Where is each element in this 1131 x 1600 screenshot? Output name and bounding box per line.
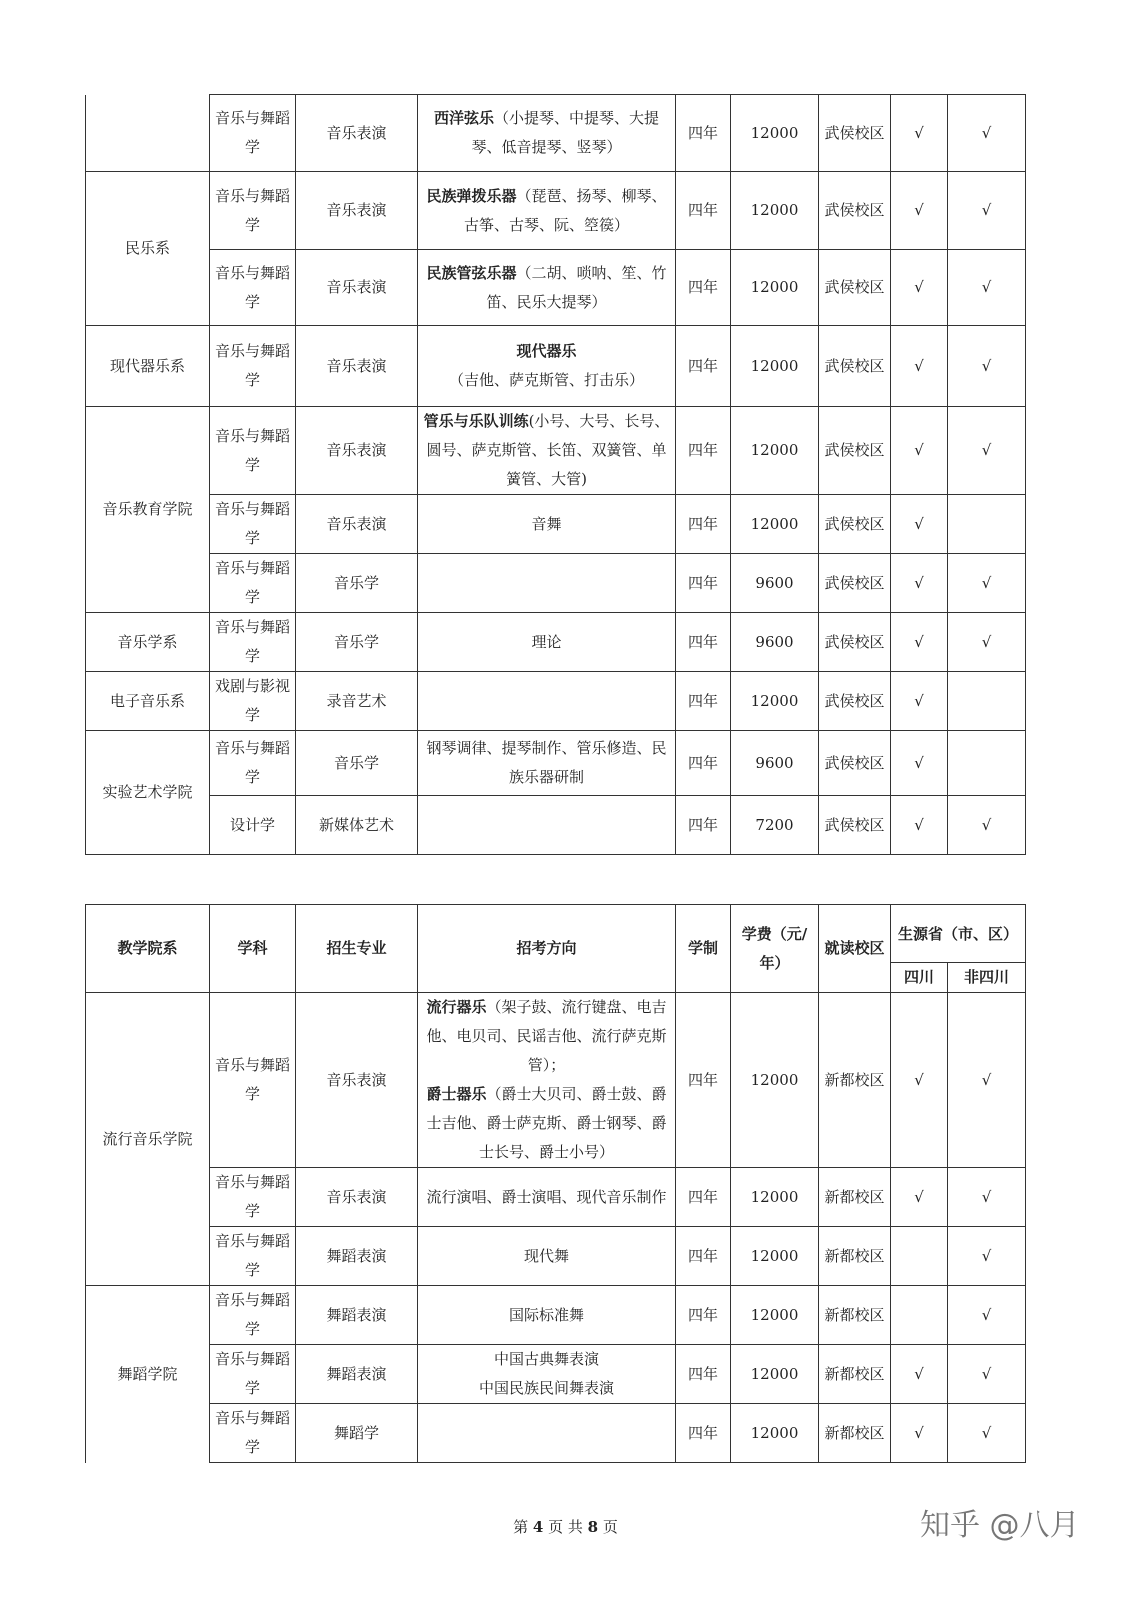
direction-cell: 流行演唱、爵士演唱、现代音乐制作: [418, 1168, 676, 1227]
major-cell: 音乐表演: [296, 326, 418, 407]
header-source: 生源省（市、区）: [891, 905, 1026, 963]
non-sichuan-cell: √: [948, 1345, 1026, 1404]
table-row: [86, 554, 1026, 613]
page-suffix: 页: [602, 1518, 618, 1536]
subject-cell: 音乐与舞蹈学: [210, 1168, 296, 1227]
fee-cell: 12000: [731, 407, 819, 495]
dept-cell: 民乐系: [86, 172, 210, 326]
major-cell: 音乐表演: [296, 495, 418, 554]
non-sichuan-cell: √: [948, 554, 1026, 613]
subject-cell: 音乐与舞蹈学: [210, 731, 296, 796]
direction-title: 民族弹拨乐器: [426, 186, 517, 205]
non-sichuan-cell: √: [948, 326, 1026, 407]
fee-cell: 12000: [731, 250, 819, 326]
direction-cell: 钢琴调律、提琴制作、管乐修造、民族乐器研制: [418, 731, 676, 796]
campus-cell: 武侯校区: [819, 326, 891, 407]
page-mid: 页 共: [548, 1518, 583, 1536]
table-row: [86, 993, 1026, 1168]
direction-cell: [418, 672, 676, 731]
campus-cell: 武侯校区: [819, 731, 891, 796]
non-sichuan-cell: √: [948, 613, 1026, 672]
direction-title: 流行器乐: [426, 998, 487, 1016]
fee-cell: 9600: [731, 613, 819, 672]
subject-cell: 音乐与舞蹈学: [210, 613, 296, 672]
page-prefix: 第: [513, 1518, 529, 1536]
major-cell: 录音艺术: [296, 672, 418, 731]
current-page: 4: [532, 1518, 544, 1536]
fee-cell: 9600: [731, 731, 819, 796]
years-cell: 四年: [676, 672, 731, 731]
fee-cell: 12000: [731, 326, 819, 407]
subject-cell: 戏剧与影视学: [210, 672, 296, 731]
fee-cell: 12000: [731, 172, 819, 250]
major-cell: 音乐表演: [296, 407, 418, 495]
major-cell: 舞蹈表演: [296, 1227, 418, 1286]
campus-cell: 新都校区: [819, 1227, 891, 1286]
campus-cell: 武侯校区: [819, 172, 891, 250]
fee-cell: 12000: [731, 1345, 819, 1404]
dept-cell: [86, 95, 210, 172]
subject-cell: 音乐与舞蹈学: [210, 993, 296, 1168]
years-cell: 四年: [676, 407, 731, 495]
fee-cell: 9600: [731, 554, 819, 613]
direction-cell: 音舞: [418, 495, 676, 554]
campus-cell: 武侯校区: [819, 407, 891, 495]
fee-cell: 12000: [731, 495, 819, 554]
campus-cell: 武侯校区: [819, 672, 891, 731]
direction-cell: [418, 993, 676, 1168]
header-row: [86, 905, 1026, 963]
table-row: [86, 326, 1026, 407]
sichuan-cell: [891, 1286, 948, 1345]
years-cell: 四年: [676, 1286, 731, 1345]
sichuan-cell: [891, 1227, 948, 1286]
sichuan-cell: √: [891, 1404, 948, 1463]
table-row: [86, 1227, 1026, 1286]
years-cell: 四年: [676, 993, 731, 1168]
major-cell: 音乐表演: [296, 172, 418, 250]
non-sichuan-cell: [948, 731, 1026, 796]
direction-title: 民族管弦乐器: [426, 263, 517, 282]
table-row: [86, 613, 1026, 672]
sichuan-cell: √: [891, 554, 948, 613]
fee-cell: 12000: [731, 993, 819, 1168]
dept-cell: 舞蹈学院: [86, 1286, 210, 1463]
direction-title: 管乐与乐队训练: [423, 412, 529, 430]
table-row: [86, 407, 1026, 495]
subject-cell: 音乐与舞蹈学: [210, 407, 296, 495]
table-row: [86, 1168, 1026, 1227]
non-sichuan-cell: √: [948, 796, 1026, 855]
subject-cell: 音乐与舞蹈学: [210, 554, 296, 613]
table-row: [86, 172, 1026, 250]
subject-cell: 音乐与舞蹈学: [210, 495, 296, 554]
years-cell: 四年: [676, 172, 731, 250]
direction-detail: （小提琴、中提琴、大提琴、低音提琴、竖琴）: [471, 109, 660, 156]
campus-cell: 新都校区: [819, 1168, 891, 1227]
major-cell: 舞蹈学: [296, 1404, 418, 1463]
campus-cell: 武侯校区: [819, 495, 891, 554]
campus-cell: 新都校区: [819, 1345, 891, 1404]
non-sichuan-cell: √: [948, 95, 1026, 172]
major-cell: 舞蹈表演: [296, 1286, 418, 1345]
direction-cell: 现代舞: [418, 1227, 676, 1286]
subject-cell: 设计学: [210, 796, 296, 855]
fee-cell: 7200: [731, 796, 819, 855]
direction-cell: [418, 796, 676, 855]
header-dept: 教学院系: [86, 905, 210, 993]
years-cell: 四年: [676, 1168, 731, 1227]
campus-cell: 新都校区: [819, 1286, 891, 1345]
fee-cell: 12000: [731, 1227, 819, 1286]
non-sichuan-cell: √: [948, 407, 1026, 495]
direction-line: 中国古典舞表演: [493, 1350, 599, 1368]
campus-cell: 武侯校区: [819, 250, 891, 326]
header-fee: 学费（元/年）: [731, 905, 819, 993]
subject-cell: 音乐与舞蹈学: [210, 250, 296, 326]
years-cell: 四年: [676, 95, 731, 172]
table-row: [86, 672, 1026, 731]
dept-cell: 实验艺术学院: [86, 731, 210, 855]
non-sichuan-cell: √: [948, 250, 1026, 326]
sichuan-cell: √: [891, 993, 948, 1168]
table-row: [86, 1345, 1026, 1404]
direction-detail: （琵琶、扬琴、柳琴、古筝、古琴、阮、箜篌）: [463, 186, 667, 234]
direction-cell: [418, 1404, 676, 1463]
years-cell: 四年: [676, 326, 731, 407]
sichuan-cell: √: [891, 731, 948, 796]
direction-line: 中国民族民间舞表演: [478, 1379, 614, 1397]
direction-cell: [418, 326, 676, 407]
fee-cell: 12000: [731, 1404, 819, 1463]
campus-cell: 武侯校区: [819, 554, 891, 613]
years-cell: 四年: [676, 250, 731, 326]
fee-cell: 12000: [731, 1168, 819, 1227]
major-cell: 新媒体艺术: [296, 796, 418, 855]
dept-cell: 音乐教育学院: [86, 407, 210, 613]
years-cell: 四年: [676, 731, 731, 796]
major-cell: 音乐表演: [296, 250, 418, 326]
subject-cell: 音乐与舞蹈学: [210, 1404, 296, 1463]
sichuan-cell: √: [891, 407, 948, 495]
direction-cell: [418, 172, 676, 250]
years-cell: 四年: [676, 1227, 731, 1286]
years-cell: 四年: [676, 554, 731, 613]
non-sichuan-cell: √: [948, 1404, 1026, 1463]
sichuan-cell: √: [891, 172, 948, 250]
header-years: 学制: [676, 905, 731, 993]
fee-cell: 12000: [731, 95, 819, 172]
dept-cell: 流行音乐学院: [86, 993, 210, 1286]
major-cell: 音乐表演: [296, 95, 418, 172]
direction-detail: （架子鼓、流行键盘、电吉他、电贝司、民谣吉他、流行萨克斯管）；: [426, 998, 667, 1074]
direction-cell: [418, 554, 676, 613]
direction-detail: （二胡、唢呐、笙、竹笛、民乐大提琴）: [486, 263, 667, 311]
years-cell: 四年: [676, 1345, 731, 1404]
subject-cell: 音乐与舞蹈学: [210, 326, 296, 407]
subject-cell: 音乐与舞蹈学: [210, 95, 296, 172]
direction-cell: [418, 95, 676, 172]
direction-title: 西洋弦乐: [433, 109, 494, 127]
table-row: [86, 95, 1026, 172]
header-sichuan: 四川: [891, 963, 948, 993]
subject-cell: 音乐与舞蹈学: [210, 1286, 296, 1345]
sichuan-cell: √: [891, 1345, 948, 1404]
sichuan-cell: √: [891, 326, 948, 407]
direction-cell: [418, 250, 676, 326]
non-sichuan-cell: [948, 495, 1026, 554]
admission-table-2: [85, 904, 1026, 1463]
sichuan-cell: √: [891, 796, 948, 855]
years-cell: 四年: [676, 796, 731, 855]
sichuan-cell: √: [891, 613, 948, 672]
direction-cell: [418, 1345, 676, 1404]
subject-cell: 音乐与舞蹈学: [210, 172, 296, 250]
sichuan-cell: √: [891, 495, 948, 554]
major-cell: 音乐学: [296, 554, 418, 613]
subject-cell: 音乐与舞蹈学: [210, 1345, 296, 1404]
table-row: [86, 250, 1026, 326]
table-row: [86, 1404, 1026, 1463]
header-direction: 招考方向: [418, 905, 676, 993]
years-cell: 四年: [676, 1404, 731, 1463]
major-cell: 舞蹈表演: [296, 1345, 418, 1404]
table-row: [86, 731, 1026, 796]
non-sichuan-cell: √: [948, 1168, 1026, 1227]
sichuan-cell: √: [891, 1168, 948, 1227]
direction-cell: [418, 407, 676, 495]
header-major: 招生专业: [296, 905, 418, 993]
non-sichuan-cell: [948, 672, 1026, 731]
non-sichuan-cell: √: [948, 1227, 1026, 1286]
sichuan-cell: √: [891, 95, 948, 172]
direction-cell: 理论: [418, 613, 676, 672]
years-cell: 四年: [676, 613, 731, 672]
years-cell: 四年: [676, 495, 731, 554]
major-cell: 音乐表演: [296, 993, 418, 1168]
fee-cell: 12000: [731, 1286, 819, 1345]
dept-cell: 现代器乐系: [86, 326, 210, 407]
sichuan-cell: √: [891, 672, 948, 731]
admission-table-1: [85, 94, 1026, 855]
direction-cell: 国际标准舞: [418, 1286, 676, 1345]
non-sichuan-cell: √: [948, 172, 1026, 250]
campus-cell: 武侯校区: [819, 796, 891, 855]
header-campus: 就读校区: [819, 905, 891, 993]
direction-title: 现代器乐: [516, 342, 577, 360]
header-non-sichuan: 非四川: [948, 963, 1026, 993]
major-cell: 音乐表演: [296, 1168, 418, 1227]
direction-title: 爵士器乐: [426, 1085, 487, 1103]
campus-cell: 武侯校区: [819, 95, 891, 172]
fee-cell: 12000: [731, 672, 819, 731]
table-row: [86, 1286, 1026, 1345]
table-row: [86, 796, 1026, 855]
direction-detail: （爵士大贝司、爵士鼓、爵士吉他、爵士萨克斯、爵士钢琴、爵士长号、爵士小号）: [426, 1085, 667, 1161]
sichuan-cell: √: [891, 250, 948, 326]
non-sichuan-cell: √: [948, 993, 1026, 1168]
watermark: 知乎 @八月: [920, 1508, 1080, 1543]
campus-cell: 新都校区: [819, 1404, 891, 1463]
total-pages: 8: [587, 1518, 599, 1536]
header-subject: 学科: [210, 905, 296, 993]
campus-cell: 武侯校区: [819, 613, 891, 672]
subject-cell: 音乐与舞蹈学: [210, 1227, 296, 1286]
dept-cell: 电子音乐系: [86, 672, 210, 731]
non-sichuan-cell: √: [948, 1286, 1026, 1345]
direction-detail: (小号、大号、长号、圆号、萨克斯管、长笛、双簧管、单簧管、大管): [426, 412, 670, 488]
direction-detail: （吉他、萨克斯管、打击乐）: [448, 371, 644, 389]
major-cell: 音乐学: [296, 613, 418, 672]
campus-cell: 新都校区: [819, 993, 891, 1168]
dept-cell: 音乐学系: [86, 613, 210, 672]
table-row: [86, 495, 1026, 554]
major-cell: 音乐学: [296, 731, 418, 796]
